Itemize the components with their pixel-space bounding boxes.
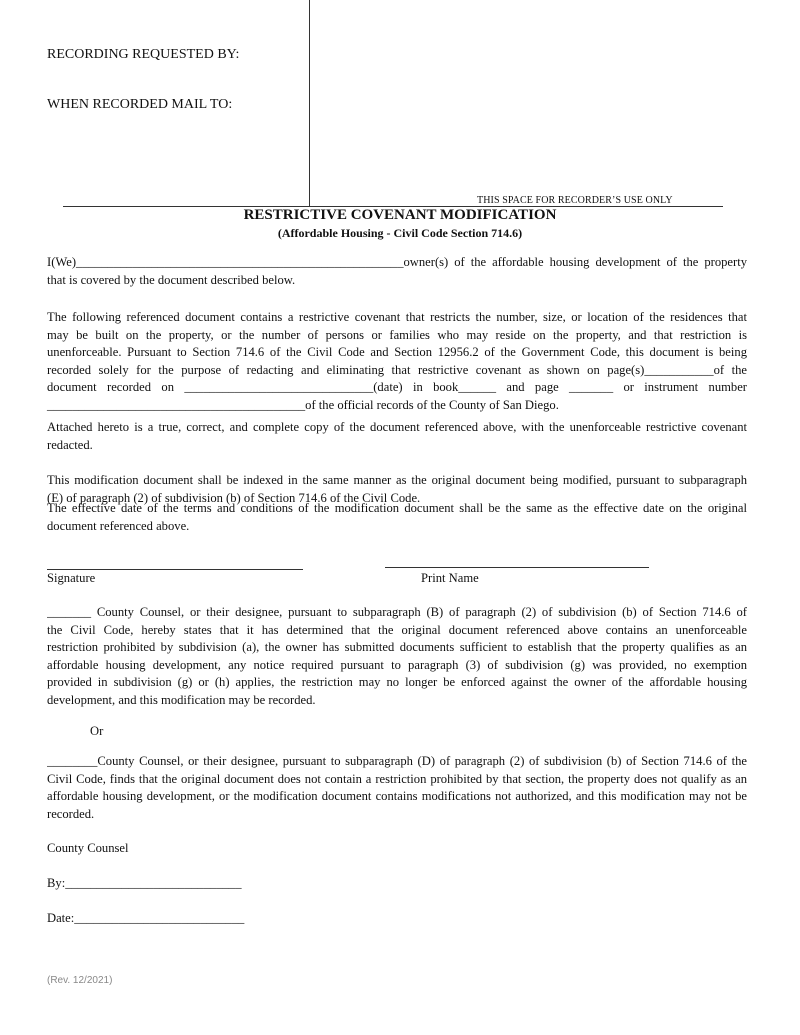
paragraph-line: the Civil Code, hereby states that it has determined that the original document referenced above contains an unenforceable xyxy=(47,622,747,637)
signature-label: Signature xyxy=(47,571,96,585)
signature-line[interactable] xyxy=(47,569,303,570)
paragraph-line: The following referenced document contains a restrictive covenant that restricts the number, size, or location of the residences that xyxy=(47,310,747,324)
reference-paragraph xyxy=(47,309,747,414)
paragraph-line: recorded solely for the purpose of redacting and eliminating that restrictive covenant as shown on page(s)___________of the xyxy=(47,362,747,377)
paragraph-line: restriction prohibited by subdivision (a), the owner has submitted documents sufficient to establish that the property qualifies as an xyxy=(47,640,747,654)
paragraph-line: This modification document shall be indexed in the same manner as the original document being modified, pursuant to subparagraph xyxy=(47,473,747,487)
print-name-line[interactable] xyxy=(385,567,649,568)
recording-requested-by-label: RECORDING REQUESTED BY: xyxy=(47,47,240,62)
paragraph-line: recorded. xyxy=(47,806,95,821)
paragraph-line: _______ County Counsel, or their designee, pursuant to subparagraph (B) of paragraph (2) of subdivision (b) of Section 714.6 of xyxy=(47,605,747,619)
or-label: Or xyxy=(90,724,104,738)
paragraph-line: I(We)____________________________________________________owner(s) of the affordable housing development of the property xyxy=(47,255,747,269)
paragraph-line: (E) of paragraph (2) of subdivision (b) of Section 714.6 of the Civil Code. xyxy=(47,490,421,505)
county-counsel-paragraph-1 xyxy=(47,604,747,709)
when-recorded-mail-to-label: WHEN RECORDED MAIL TO: xyxy=(47,97,233,112)
paragraph-line: may be built on the property, or the number of persons or families who may reside on the property, and that restriction is xyxy=(47,327,747,342)
paragraph-line: Attached hereto is a true, correct, and complete copy of the document referenced above, with the unenforceable restrictive covenant xyxy=(47,420,747,434)
paragraph-line: that is covered by the document described below. xyxy=(47,272,296,287)
date-field[interactable]: Date:___________________________ xyxy=(47,911,245,925)
paragraph-line: document referenced above. xyxy=(47,518,190,533)
county-counsel-label: County Counsel xyxy=(47,841,129,855)
document-title: RESTRICTIVE COVENANT MODIFICATION xyxy=(243,207,557,223)
paragraph-line: _________________________________________of the official records of the County of San Diego. xyxy=(47,397,559,412)
paragraph-line: redacted. xyxy=(47,437,93,452)
paragraph-line: affordable housing development, any notice required pursuant to paragraph (3) of subdivision (g) was provided, no exemption xyxy=(47,657,747,672)
paragraph-line: document recorded on ______________________________(date) in book______ and page _______ or instrument number xyxy=(47,380,747,394)
paragraph-line: provided in subdivision (g) or (h) applies, the restriction may no longer be enforced against the owner of the affordable housing xyxy=(47,675,747,689)
county-counsel-paragraph-2 xyxy=(47,753,747,823)
effective-paragraph xyxy=(47,500,747,535)
attached-paragraph xyxy=(47,419,747,454)
revision-label: (Rev. 12/2021) xyxy=(47,975,113,986)
paragraph-line: unenforceable. Pursuant to Section 714.6 of the Civil Code and Section 12956.2 of the Government Code, this document is being xyxy=(47,345,747,359)
recorder-divider-vertical xyxy=(309,0,310,207)
by-field[interactable]: By:____________________________ xyxy=(47,876,242,890)
document-subtitle: (Affordable Housing - Civil Code Section 714.6) xyxy=(277,226,523,240)
recorder-space-label: THIS SPACE FOR RECORDER’S USE ONLY xyxy=(477,195,673,206)
paragraph-line: ________County Counsel, or their designee, pursuant to subparagraph (D) of paragraph (2) of subdivision (b) of Section 714.6 of the xyxy=(47,754,747,768)
print-name-label: Print Name xyxy=(421,571,479,585)
paragraph-line: The effective date of the terms and conditions of the modification document shall be the same as the effective date on the original xyxy=(47,501,747,515)
paragraph-line: development, and this modification may be recorded. xyxy=(47,692,316,707)
paragraph-line: Civil Code, finds that the original document does not contain a restriction prohibited by that section, the property does not qualify as an xyxy=(47,771,747,786)
owner-paragraph xyxy=(47,254,747,289)
paragraph-line: affordable housing development, or the modification document contains modifications not authorized, and this modification may not be xyxy=(47,789,747,803)
